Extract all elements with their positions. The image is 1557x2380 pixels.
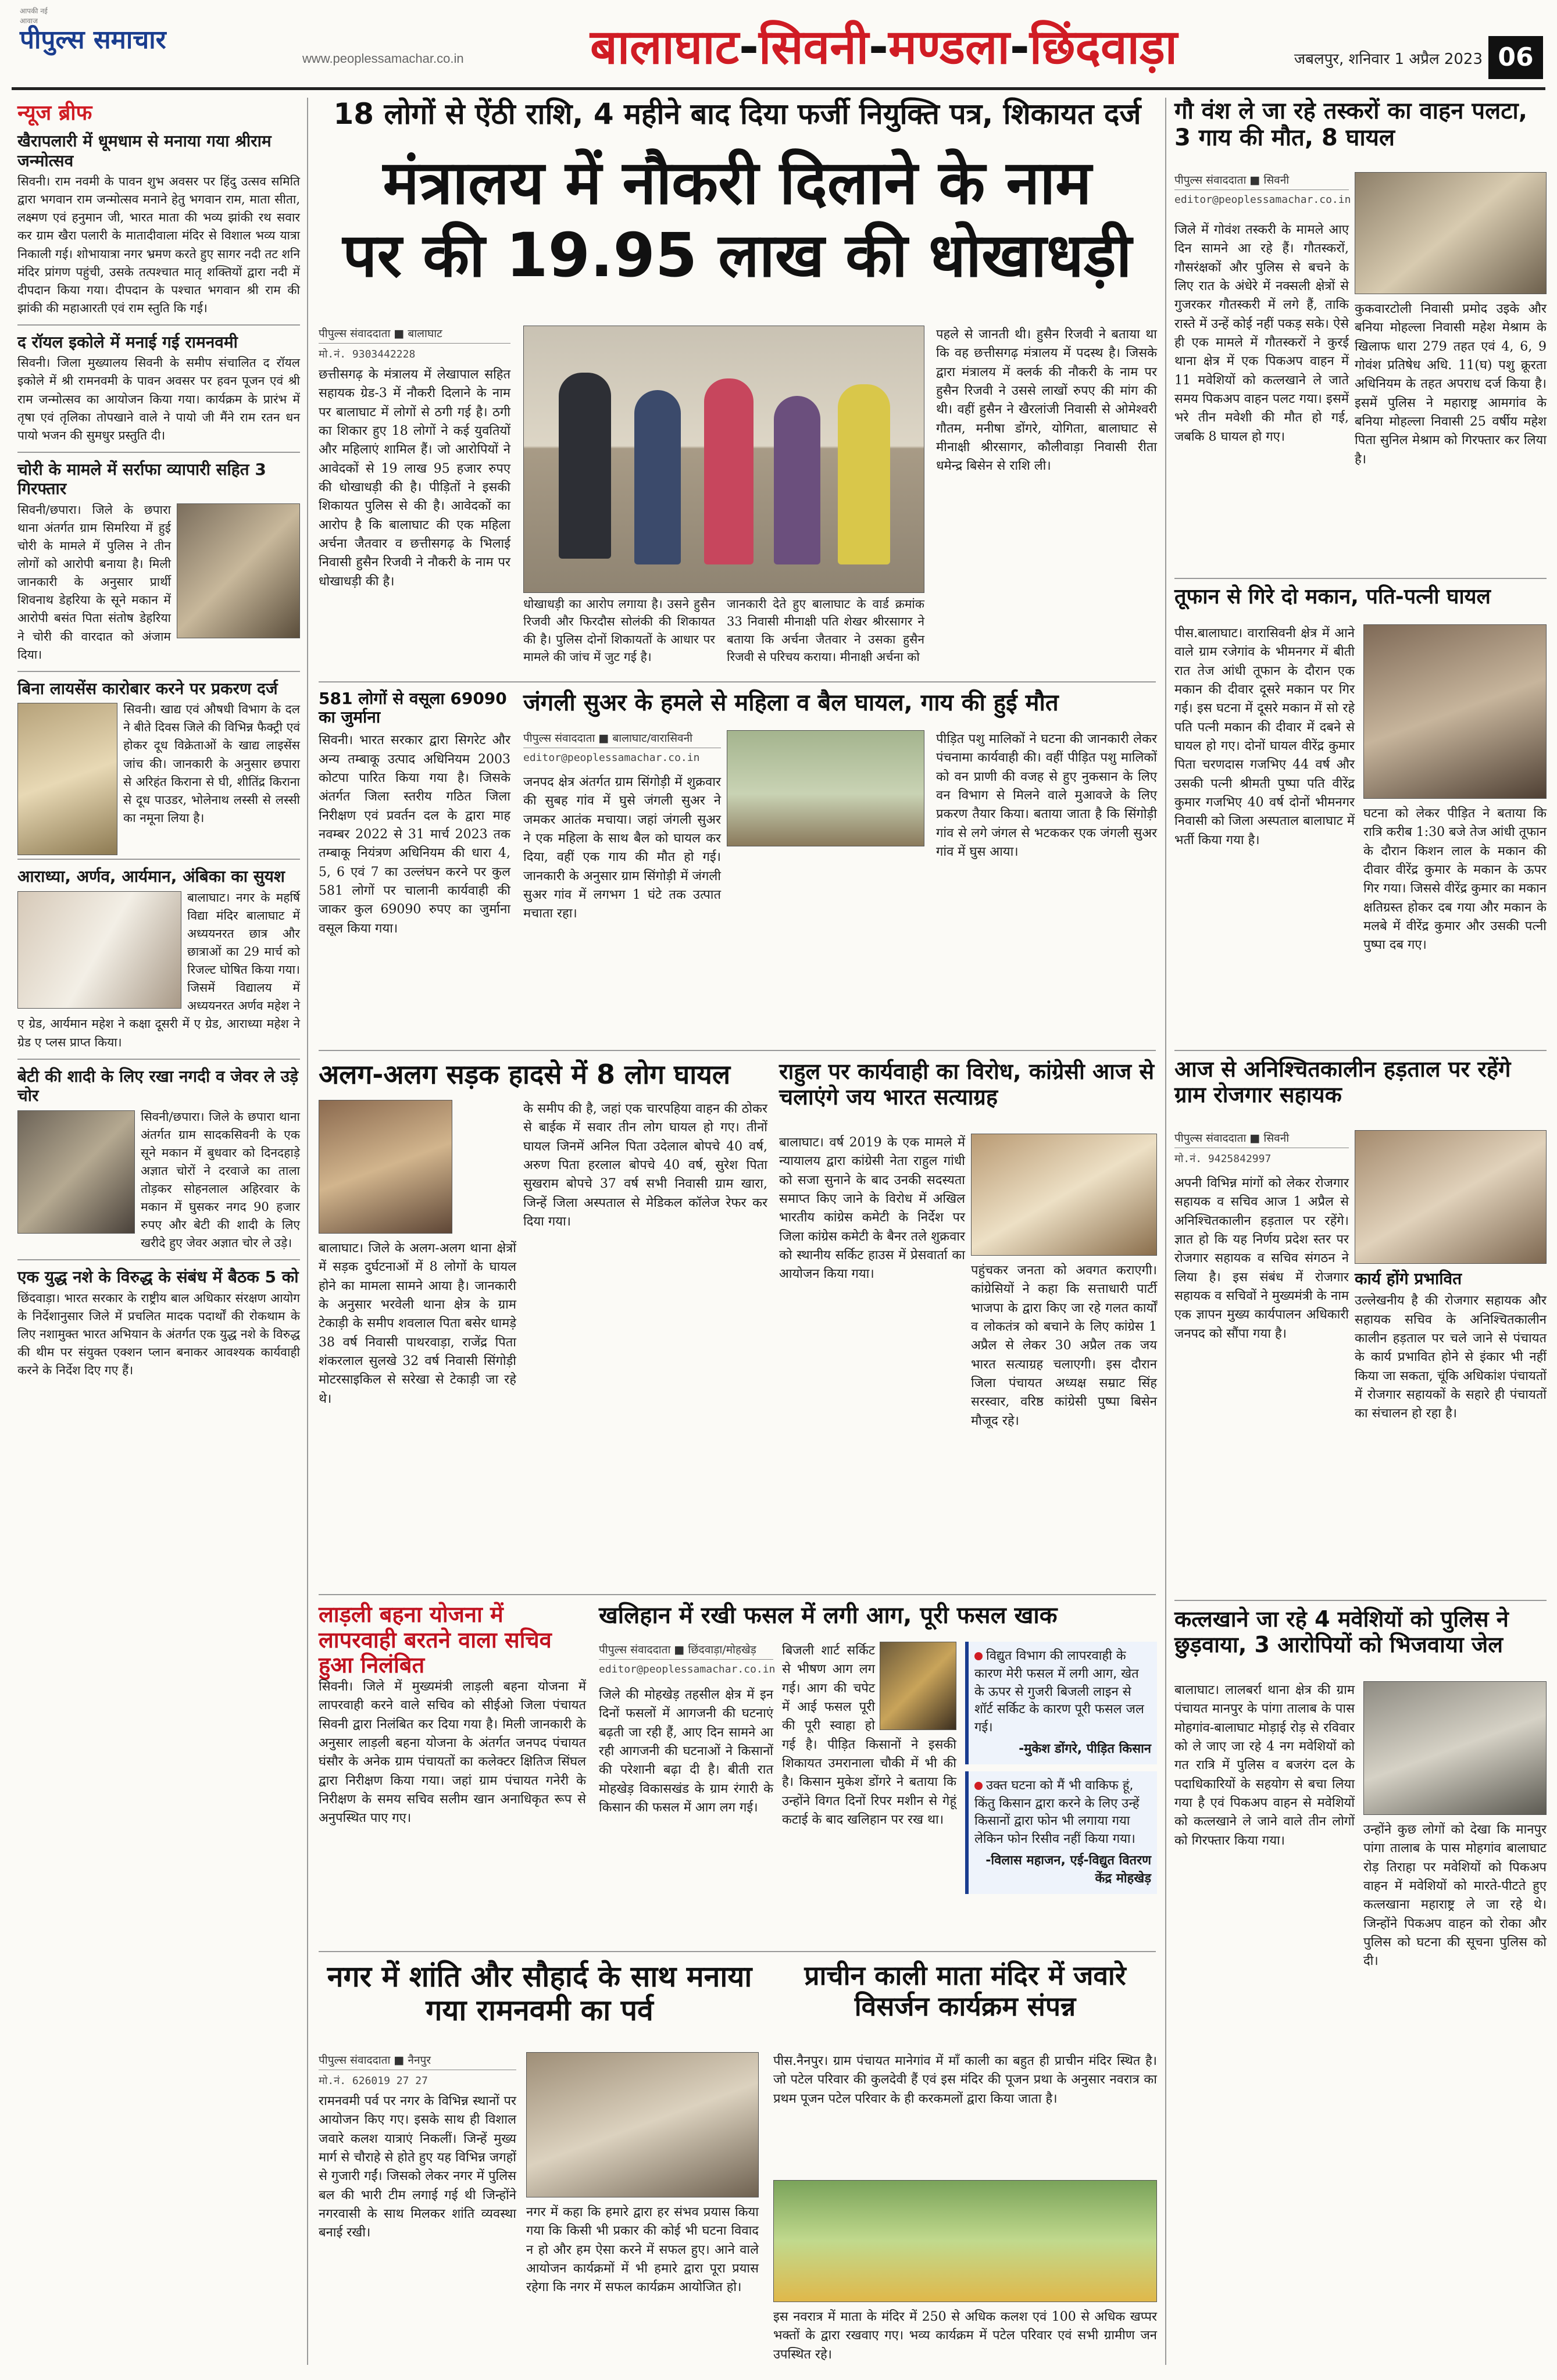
cow-headline[interactable]: गौ वंश ले जा रहे तस्करों का वाहन पलटा, 3 गाय की मौत, 8 घायल	[1174, 98, 1527, 151]
lead-caption-right: जानकारी देते हुए बालाघाट के वार्ड क्रमांक 33 निवासी मीनाक्षी पति शेखर श्रीरसागर ने बताया कि अर्चना जैतवार ने उसका हुसैन रिजवी से परिचय कराया। मीनाक्षी अर्चना को	[727, 597, 924, 664]
brief-title[interactable]: चोरी के मामले में सर्राफा व्यापारी सहित 3 गिरफ्तार	[17, 459, 266, 499]
kali-col-2	[773, 2308, 1157, 2366]
fire-headline[interactable]: खलिहान में रखी फसल में लगी आग, पूरी फसल खाक	[599, 1602, 1058, 1629]
kali-text: इस नवरात्र में माता के मंदिर में 250 से अधिक कलश एवं 100 से अधिक खप्पर भक्तों के द्वारा रखवाए गए। भव्य कार्यक्रम में पटेल परिवार एवं सभी ग्रामीण जन उपस्थित रहे।	[773, 2310, 1157, 2362]
lead-headline-line2[interactable]: पर की 19.95 लाख की धोखाधड़ी	[342, 220, 1132, 291]
strike-byline: पीपुल्स संवाददाता ■ सिवनी	[1174, 1130, 1349, 1148]
strike-col-2	[1355, 1270, 1547, 1595]
lead-text: छत्तीसगढ़ के मंत्रालय में लेखापाल सहित सहायक ग्रेड-3 में नौकरी दिलाने के नाम पर बालाघाट में लोगों से ठगी गई है। ठगी का शिकार हुए 18 लोगों ने कई युवतियों और महिलाएं शामिल हैं। जो आरोपियों ने आवेदकों से 19 लाख 95 हजार रुपए की धोखाधड़ी की है। पीड़ितों ने इसकी शिकायत पुलिस से की है। आवेदकों का आरोप है कि बालाघाट की एक महिला अर्चना जैतवार व छत्तीसगढ़ के भिलाई निवासी हुसैन रिजवी ने नौकरी के नाम पर धोखाधड़ी की है।	[319, 367, 510, 589]
house-photo	[1363, 624, 1547, 799]
seize-headline[interactable]: कत्लखाने जा रहे 4 मवेशियों को पुलिस ने छुड़वाया, 3 आरोपियों को भिजवाया जेल	[1174, 1606, 1509, 1657]
brief-title[interactable]: बेटी की शादी के लिए रखा नगदी व जेवर ले उड़े चोर	[17, 1066, 298, 1106]
seize-col-1	[1174, 1681, 1355, 2361]
fire-email[interactable]: editor@peoplessamachar.co.in	[599, 1663, 776, 1675]
brief-photo-theft	[177, 503, 300, 638]
brief-title[interactable]: आराध्या, अर्णव, आर्यमान, अंबिका का सुयश	[17, 867, 285, 887]
kali-col-1	[773, 2052, 1157, 2174]
news-brief-column	[17, 127, 300, 2365]
lead-text: पहले से जानती थी। हुसैन रिजवी ने बताया था कि वह छत्तीसगढ़ मंत्रालय में पदस्थ है। जिसके द्वारा मंत्रालय में क्लर्क की नौकरी के नाम पर हुसैन रिजवी ने उससे लाखों रुपए की मांग की थी। वहीं हुसैन ने खैरलांजी निवासी से ओमेश्वरी गौतम, मनीषा डोंगरे, योगिता, बालाघाट से मीनाक्षी श्रीरसागर, कौलीवाड़ा निवासी रीता धमेन्द्र बिसेन से राशि ली।	[936, 327, 1157, 474]
brief-photo-food-inspection	[17, 703, 117, 855]
section-divider	[319, 1594, 1156, 1595]
cow-text: कुकवारटोली निवासी प्रमोद उइके और बनिया मोहल्ला निवासी महेश मेश्राम के खिलाफ धारा 279 तहत एवं 4, 6, 9 गोवंश प्रतिषेध अधि. 11(घ) पशु क्रूरता अधिनियम के तहत अपराध दर्ज किया है। इसमें पुलिस ने महाराष्ट्र आमगांव के बनिया मोहल्ला निवासी 25 वर्षीय महेश पिता सुनिल मेश्राम को गिरफ्तार कर लिया है।	[1355, 302, 1547, 467]
rahul-col-2	[971, 1262, 1157, 1587]
boar-email[interactable]: editor@peoplessamachar.co.in	[523, 752, 700, 764]
kali-photo	[773, 2180, 1157, 2302]
news-brief-label: न्यूज ब्रीफ	[17, 101, 92, 125]
strike-mobile: मो.नं. 9425842997	[1174, 1153, 1272, 1165]
fine-headline[interactable]: 581 लोगों से वसूला 69090 का जुर्माना	[319, 689, 507, 727]
boar-text: जनपद क्षेत्र अंतर्गत ग्राम सिंगोड़ी में शुक्रवार की सुबह गांव में घुसे जंगली सुअर ने जमकर आतंक मचाया। जहां जंगली सुअर ने एक महिला के साथ बैल को घायल कर दिया, वहीं एक गाय की मौत हो गई। जानकारी के अनुसार ग्राम सिंगोड़ी में जंगली सुअर गांव में लगभग 1 घंटे तक उत्पात मचाता रहा।	[523, 775, 721, 921]
brief-text: सिवनी/छपारा। जिले के छपारा थाना अंतर्गत ग्राम सिमरिया में हुई चोरी के मामले में पुलिस ने तीन लोगों को आरोपी बनाया है। मिली जानकारी के अनुसार प्रार्थी शिवनाथ डेहरिया के सूने मकान में आरोपी बसंत पिता संतोष डेहरिया ने चोरी की वारदात को अंजाम दिया।	[17, 502, 171, 662]
accident-photo	[319, 1100, 452, 1234]
header-rule	[12, 87, 1545, 90]
fire-quotes	[965, 1642, 1157, 1944]
brief-text: सिवनी। जिला मुख्यालय सिवनी के समीप संचालित द रॉयल इकोले में श्री रामनवमी के पावन अवसर पर हवन पूजन एवं श्री राम जन्मोत्सव का आयोजन किया गया। कार्यक्रम के प्रारंभ में तृषा एवं तृलिका तोपखाने वाले ने पायो जी मैंने राम रतन धन पायो भजन की सुमधुर प्रस्तुति दी।	[17, 356, 300, 442]
cow-email[interactable]: editor@peoplessamachar.co.in	[1174, 194, 1351, 206]
house-text: पीस.बालाघाट। वारासिवनी क्षेत्र में आने वाले ग्राम रजेगांव के भीमनगर में बीती रात तेज आंधी तूफान के दौरान एक मकान की दीवार दूसरे मकान पर गिर गई। इस घटना में दूसरे मकान में सो रहे पति पत्नी मकान की दीवार में दबने से घायल हो गए। दोनों घायल वीरेंद्र कुमार पिता चरणदास गजभिए 44 वर्ष और उसकी पत्नी श्रीमती पुष्पा पति वीरेंद्र कुमार गजभिए 40 वर्ष दोनों भीमनगर निवासी को जिला अस्पताल बालाघाट में भर्ती किया गया है।	[1174, 626, 1355, 848]
fire-byline-box	[599, 1642, 776, 1677]
strike-col-1	[1174, 1174, 1349, 1593]
cow-photo	[1355, 172, 1547, 294]
brief-text: सिवनी। राम नवमी के पावन शुभ अवसर पर हिंदु उत्सव समिति द्वारा भगवान राम जन्मोत्सव मनाने हेतु भगवान राम, माता सीता, लक्ष्मण एवं हनुमान जी, भारत माता की भव्य झांकी रथ सवार कर ग्राम खैरा पलारी के मातादीवाला मंदिर से विशाल भव्य यात्रा निकाली गई। शोभायात्रा नगर भ्रमण करते हुए सागर नदी तट शनि मंदिर प्रांगण पहुंची, उसके तत्पश्चात मातृ शक्तियों द्वारा नदी में दीपदान किया गया। दीपदान के पश्चात भगवान श्री राम की झांकी की महाआरती एवं राम स्तुति कि गई।	[17, 174, 300, 315]
region-balaghat: बालाघाट	[590, 20, 739, 75]
rahul-text: बालाघाट। वर्ष 2019 के एक मामले में न्यायालय द्वारा कांग्रेसी नेता राहुल गांधी को सजा सुनाने के बाद उनकी सदस्यता समाप्त किए जाने के विरोध में अखिल भारतीय कांग्रेस कमेटी के निर्देश पर जिला कांग्रेस कमेटी के बैनर तले शुक्रवार को स्थानीय सर्किट हाउस में प्रेसवार्ता का आयोजन किया गया।	[779, 1135, 965, 1282]
section-divider	[319, 681, 1156, 682]
boar-text: पीड़ित पशु मालिकों ने घटना की जानकारी लेकर पंचनामा कार्यवाही की। वहीं पीड़ित पशु मालिकों को वन प्राणी की वजह से हुए नुकसान के लिए वन विभाग से मिलने वाले मुआवजे के लिए प्रकरण तैयार किया। बताया जाता है कि सिंगोड़ी गांव से लगे जंगल से भटककर एक जंगली सुअर गांव में घुस आया।	[936, 732, 1157, 859]
boar-byline-box	[523, 730, 721, 765]
section-divider	[1174, 1600, 1547, 1601]
lead-col-4	[936, 326, 1157, 674]
brief-title[interactable]: खैरापलारी में धूमधाम से मनाया गया श्रीराम जन्मोत्सव	[17, 131, 272, 170]
brief-title[interactable]: बिना लायसेंस कारोबार करने पर प्रकरण दर्ज	[17, 678, 278, 698]
section-divider	[1174, 578, 1547, 579]
divider	[17, 859, 300, 860]
accident-text: बालाघाट। जिले के अलग-अलग थाना क्षेत्रों में सड़क दुर्घटनाओं में 8 लोगों के घायल होने का मामला सामने आया है। जानकारी के अनुसार भरवेली थाना क्षेत्र के ग्राम टेकाड़ी के समीप शवलाल पिता बसेर धामड़े 38 वर्ष निवासी पाथरवाड़ा, राजेंद्र पिता शंकरलाल सुलखे 32 वर्ष निवासी सिंगोड़ी मोटरसाइकिल से सरेखा से टेकाड़ी जा रहे थे।	[319, 1241, 516, 1406]
lead-photo	[523, 326, 924, 593]
quote-bullet-icon	[974, 1782, 983, 1790]
section-divider	[319, 1050, 1156, 1051]
cow-byline: पीपुल्स संवाददाता ■ सिवनी	[1174, 172, 1349, 190]
column-divider	[1165, 98, 1166, 2365]
cow-byline-box	[1174, 172, 1349, 213]
divider	[17, 324, 300, 326]
ladli-headline[interactable]: लाड़ली बहना योजना में लापरवाही बरतने वाला सचिव हुआ निलंबित	[319, 1602, 552, 1678]
strike-photo	[1355, 1130, 1547, 1264]
house-col-1	[1174, 624, 1355, 1043]
lead-kicker[interactable]: 18 लोगों से ऐंठी राशि, 4 महीने बाद दिया फर्जी नियुक्ति पत्र, शिकायत दर्ज	[333, 97, 1141, 131]
masthead-logo[interactable]: पीपुल्स समाचार	[20, 25, 166, 55]
divider	[17, 1059, 300, 1060]
brief-text: सिवनी। खाद्य एवं औषधी विभाग के दल ने बीते दिवस जिले की विभिन्न फैक्ट्री एवं होकर दूध विक्रेताओं के खाद्य लाइसेंस जांच की। जानकारी के अनुसार छपारा से अरिहंत किराना से घी, शीतिंद्र किराना से दूध पाउडर, भोलेनाथ लस्सी से लस्सी का नमूना लिया है।	[123, 702, 300, 825]
fire-col-2	[782, 1642, 956, 1944]
brief-title[interactable]: द रॉयल इकोले में मनाई गई रामनवमी	[17, 332, 238, 352]
ladli-story	[319, 1678, 586, 1945]
divider	[17, 452, 300, 453]
lead-headline-line1[interactable]: मंत्रालय में नौकरी दिलाने के नाम	[383, 147, 1092, 218]
seize-photo	[1363, 1681, 1547, 1815]
rahul-text: पहुंचकर जनता को अवगत कराएगी। कांग्रेसियों ने कहा कि सत्ताधारी पार्टी भाजपा के द्वारा किए जा रहे गलत कार्यों व लोकतंत्र को बचाने के लिए कांग्रेस 1 अप्रैल से लेकर 30 अप्रैल तक जय भारत सत्याग्रह चलाएगी। इस दौरान जिला पंचायत अध्यक्ष सम्राट सिंह सरस्वार, वरिष्ठ कांग्रेसी पुष्पा बिसेन मौजूद रहे।	[971, 1263, 1157, 1428]
quote-bullet-icon	[974, 1652, 983, 1660]
fire-quote-name: -मुकेश डोंगरे, पीड़ित किसान	[1019, 1741, 1151, 1756]
logo-tagline: आपकी नई आवाज	[20, 7, 48, 25]
seize-col-2	[1363, 1821, 1547, 2361]
brief-text: बालाघाट। नगर के महर्षि विद्या मंदिर बालाघाट में अध्ययनरत छात्र और छात्राओं का 29 मार्च को रिजल्ट घोषित किया गया। जिसमें विद्यालय में अध्ययनरत अर्णव महेश ने ए ग्रेड, आर्यमान महेश ने कक्षा दूसरी में ए ग्रेड, आराध्या महेश ने ग्रेड ए प्लस प्राप्त किया।	[17, 890, 300, 1049]
fine-text: सिवनी। भारत सरकार द्वारा सिगरेट और अन्य तम्बाकू उत्पाद अधिनियम 2003 कोटपा पारित किया गया है। जिसके अंतर्गत जिला स्तरीय गठित जिला निरीक्षण एवं प्रवर्तन दल के द्वारा माह नवम्बर 2022 से 31 मार्च 2023 तक तम्बाकू नियंत्रण अधिनियम की धारा 4, 5, 6 एवं 7 का उल्लंघन करने पर कुल 581 लोगों पर चालानी कार्यवाही की जाकर कुल 69090 रुपए का जुर्माना वसूल किया गया।	[319, 733, 510, 936]
fire-text: बिजली शार्ट सर्किट से भीषण आग लग गई। आग की चपेट में आई फसल पूरी की पूरी स्वाहा हो गई है। पीड़ित किसानों ने इसकी शिकायत उमरानाला चौकी में भी की है। किसान मुकेश डोंगरे ने बताया कि उन्होंने विगत दिनों रिपर मशीन से गेहूं कटाई के बाद खलिहान पर रख था।	[782, 1643, 956, 1827]
strike-headline[interactable]: आज से अनिश्चितकालीन हड़ताल पर रहेंगे ग्राम रोजगार सहायक	[1174, 1056, 1511, 1107]
boar-byline: पीपुल्स संवाददाता ■ बालाघाट/वारासिवनी	[523, 730, 721, 748]
strike-subhead: कार्य होंगे प्रभावित	[1355, 1269, 1462, 1288]
rahul-headline[interactable]: राहुल पर कार्यवाही का विरोध, कांग्रेसी आज से चलाएंगे जय भारत सत्याग्रह	[779, 1059, 1155, 1110]
region-chhindwara: छिंदवाड़ा	[1029, 20, 1177, 75]
fire-quote-farmer	[965, 1642, 1157, 1764]
section-divider	[1174, 1050, 1547, 1051]
cow-col-2	[1355, 300, 1547, 573]
divider	[17, 1259, 300, 1260]
fire-quote-name: -विलास महाजन, एई-विद्युत वितरण केंद्र मोहखेड़	[985, 1853, 1151, 1886]
accident-col-2	[523, 1100, 767, 1588]
ramnavami-byline: पीपुल्स संवाददाता ■ नैनपुर	[319, 2052, 516, 2070]
website-url[interactable]: www.peoplessamachar.co.in	[302, 51, 464, 66]
brief-text: सिवनी/छपारा। जिले के छपारा थाना अंतर्गत ग्राम सादकसिवनी के एक सूने मकान में बुधवार को दिनदहाड़े अज्ञात चोरों ने दरवाजे का ताला तोड़कर सोहनलाल अहिरवार के मकान में घुसकर नगद 90 हजार रुपए और बेटी की शादी के लिए खरीदे हुए जेवर अज्ञात चोर ले उड़े।	[141, 1109, 300, 1250]
ramnavami-photo	[526, 2052, 759, 2197]
boar-photo	[727, 730, 924, 846]
accident-col-1	[319, 1239, 516, 1588]
house-text: घटना को लेकर पीड़ित ने बताया कि रात्रि करीब 1:30 बजे तेज आंधी तूफान के दौरान किशन लाल के मकान की दीवार वीरेंद्र कुमार के मकान के ऊपर गिर गया। जिससे वीरेंद्र कुमार का मकान क्षतिग्रस्त होकर दब गया और मकान के मलबे में वीरेंद्र कुमार और उसकी पत्नी पुष्पा दब गए।	[1363, 806, 1547, 953]
accident-text: के समीप की है, जहां एक चारपहिया वाहन की ठोकर से बाईक में सवार तीन लोग घायल हो गए। तीनों घायल जिनमें अनिल पिता उदेलाल बोपचे 40 वर्ष, अरुण पिता हरलाल बोपचे 40 वर्ष, सुरेश पिता सुखराम बोपचे 37 वर्ष सभी निवासी ग्राम खारा, जिन्हें जिला अस्पताल से मेडिकल कॉलेज रेफर कर दिया गया।	[523, 1102, 767, 1229]
lead-caption-left: धोखाधड़ी का आरोप लगाया है। उसने हुसैन रिजवी और फिरदौस सोलंकी की शिकायत की है। पुलिस दोनों शिकायतों के आधार पर मामले की जांच में जुट गई है।	[523, 597, 715, 664]
rahul-photo	[971, 1134, 1157, 1256]
boar-col-3	[936, 730, 1157, 1044]
brief-photo-students	[17, 891, 181, 1009]
divider	[17, 671, 300, 672]
brief-photo-burglary	[17, 1110, 135, 1234]
ramnavami-mobile: मो.नं. 626019 27 27	[319, 2075, 428, 2087]
house-headline[interactable]: तूफान से गिरे दो मकान, पति-पत्नी घायल	[1174, 585, 1491, 609]
fire-col-1	[599, 1686, 773, 1942]
ramnavami-headline[interactable]: नगर में शांति और सौहार्द के साथ मनाया गया रामनवमी का पर्व	[327, 1960, 752, 2027]
fire-quote-text: विद्युत विभाग की लापरवाही के कारण मेरी फसल में लगी आग, खेत के ऊपर से गुजरी बिजली लाइन से शॉर्ट सर्किट के कारण पूरी फसल जल गई।	[974, 1649, 1144, 1735]
page-number: 06	[1488, 36, 1543, 79]
ramnavami-col-2	[526, 2203, 759, 2360]
boar-col-1	[523, 773, 721, 1041]
house-col-2	[1363, 805, 1547, 1043]
region-seoni: सिवनी	[758, 20, 869, 75]
ramnavami-text: नगर में कहा कि हमारे द्वारा हर संभव प्रयास किया गया कि किसी भी प्रकार की कोई भी घटना विवाद न हो और हम ऐसा करने में सफल हुए। आने वाले आयोजन कार्यक्रमों में भी हमारे द्वारा पूरा प्रयास रहेगा कि नगर में सफल कार्यक्रम आयोजित हो।	[526, 2205, 759, 2295]
rahul-col-1	[779, 1134, 965, 1587]
fine-story	[319, 689, 510, 1044]
cow-col-1	[1174, 221, 1349, 570]
fire-byline: पीपुल्स संवाददाता ■ छिंदवाड़ा/मोहखेड़	[599, 1642, 773, 1660]
boar-headline[interactable]: जंगली सुअर के हमले से महिला व बैल घायल, गाय की हुई मौत	[523, 689, 1059, 716]
ramnavami-text: रामनवमी पर्व पर नगर के विभिन्न स्थानों पर आयोजन किए गए। इसके साथ ही विशाल जवारे कलश यात्राएं निकलीं। जिन्हें मुख्य मार्ग से चौराहे से होते हुए यह विभिन्न जगहों से गुजारी गईं। जिसको लेकर नगर में पुलिस बल की भारी टीम लगाई गई थी जिन्होंने नगरवासी के साथ मिलकर शांति व्यवस्था बनाई रखी।	[319, 2094, 516, 2240]
brief-text: छिंदवाड़ा। भारत सरकार के राष्ट्रीय बाल अधिकार संरक्षण आयोग के निर्देशानुसार जिले में प्रचलित मादक पदार्थों की रोकथाम के लिए नशामुक्त भारत अभियान के अंतर्गत एक युद्ध नशे के विरुद्ध की थीम पर संयुक्त एक्शन प्लान बनाकर आवश्यक कार्यवाही करने के निर्देश दिए गए हैं।	[17, 1291, 300, 1378]
accident-headline[interactable]: अलग-अलग सड़क हादसे में 8 लोग घायल	[319, 1059, 731, 1090]
region-mandla: मण्डला	[888, 20, 1010, 75]
issue-date: जबलपुर, शनिवार 1 अप्रैल 2023	[1294, 51, 1483, 68]
section-divider	[319, 1951, 1156, 1952]
strike-text: अपनी विभिन्न मांगों को लेकर रोजगार सहायक व सचिव आज 1 अप्रैल से अनिश्चितकालीन हड़ताल पर रहेंगे। ज्ञात हो कि यह निर्णय प्रदेश स्तर पर रोजगार सहायक व सचिव संगठन ने लिया है। इस संबंध में रोजगार सहायक व सचिवों ने मुख्यमंत्री के नाम एक ज्ञापन मुख्य कार्यपालन अधिकारी जनपद को सौंपा गया है।	[1174, 1176, 1349, 1341]
ladli-text: सिवनी। जिले में मुख्यमंत्री लाड़ली बहना योजना में लापरवाही करने वाले सचिव को सीईओ जिला पंचायत सिवनी द्वारा निलंबित कर दिया गया है। मिली जानकारी के अनुसार लाड़ली बहना योजना के अंतर्गत जनपद पंचायत घंसौर के अनेक ग्राम पंचायतों का कलेक्टर क्षितिज सिंघल द्वारा निरीक्षण किया गया। जहां ग्राम पंचायत गनेरी के निरीक्षण के समय सचिव सलीम खान अनाधिकृत रूप से अनुपस्थित पाए गए।	[319, 1679, 586, 1826]
seize-text: बालाघाट। लालबर्रा थाना क्षेत्र की ग्राम पंचायत मानपुर के पांगा तालाब के पास मोहगांव-बालाघाट मोड़ाई रोड़ से रविवार को ले जाए जा रहे 4 नग मवेशियों को गत रात्रि में पुलिस व बजरंग दल के पदाधिकारियों के सहयोग से बचा लिया गया है एवं पिकअप वाहन से मवेशियों को कत्लखाने ले जाने वाले तीन लोगों को गिरफ्तार किया गया।	[1174, 1683, 1355, 1848]
fire-text: जिले की मोहखेड़ तहसील क्षेत्र में इन दिनों फसलों में आगजनी की घटनाएं बढ़ती जा रही हैं, आए दिन सामने आ रही आगजनी की घटनाओं ने किसानों की परेशानी बढ़ा दी है। बीती रात मोहखेड़ विकासखंड के ग्राम रंगारी के किसान की फसल में आग लग गई।	[599, 1688, 773, 1815]
fire-quote-official	[965, 1771, 1157, 1894]
column-divider	[307, 98, 308, 2365]
fire-photo	[880, 1642, 956, 1730]
fire-quote-text: उक्त घटना को मैं भी वाकिफ हूं, किंतु किसान द्वारा करने के लिए उन्हें किसानों द्वारा फोन भी लगाया गया लेकिन फोन रिसीव नहीं किया गया।	[974, 1778, 1140, 1847]
lead-mobile: मो.नं. 9303442228	[319, 348, 416, 360]
lead-byline: पीपुल्स संवाददाता ■ बालाघाट	[319, 326, 510, 344]
seize-text: उन्होंने कुछ लोगों को देखा कि मानपुर पांगा तालाब के पास मोहगांव बालाघाट रोड़ तिराहा पर मवेशियों को पिकअप वाहन में मवेशियों को मारते-पीटते हुए कत्लखाना महाराष्ट्र ले जा रहे थे। जिन्होंने पिकअप वाहन को रोका और पुलिस को घटना की सूचना पुलिस को दी।	[1363, 1822, 1547, 1969]
brief-title[interactable]: एक युद्ध नशे के विरुद्ध के संबंध में बैठक 5 को	[17, 1267, 299, 1287]
kali-headline[interactable]: प्राचीन काली माता मंदिर में जवारे विसर्जन कार्यक्रम संपन्न	[804, 1960, 1126, 2022]
kali-text: पीस.नैनपुर। ग्राम पंचायत मानेगांव में माँ काली का बहुत ही प्राचीन मंदिर स्थित है। जो पटेल परिवार की कुलदेवी हैं एवं इस मंदिर की पूजन प्रथा के अनुसार नवरात्र का प्रथम पूजन पटेल परिवार के ही करकमलों द्वारा किया जाता है।	[773, 2054, 1157, 2106]
strike-byline-box	[1174, 1130, 1349, 1165]
page-region-title: बालाघाट-सिवनी-मण्डला-छिंदवाड़ा	[590, 20, 1177, 75]
cow-text: जिले में गोवंश तस्करी के मामले आए दिन सामने आ रहे हैं। गौतस्करों, गौसरंक्षकों और पुलिस से बचने के लिए रात के अंधेरे में नक्सली क्षेत्रों से गुजरकर गौतस्करी में लगे हैं, ताकि रास्ते में उन्हें कोई नहीं पकड़ सके। ऐसे ही एक मामले में गौतस्करों ने कुरई थाना क्षेत्र में एक पिकअप वाहन में 11 मवेशियों को कत्लखाने ले जाते समय पिकअप वाहन पलट गया। इसमें भरे तीन मवेशी की मौत हो गई, जबकि 8 घायल हो गए।	[1174, 223, 1349, 444]
ramnavami-col-1	[319, 2052, 516, 2360]
strike-text: उल्लेखनीय है की रोजगार सहायक और सहायक सचिव के अनिश्चितकालीन कालीन हड़ताल पर चले जाने से पंचायत के कार्य प्रभावित होने से इंकार भी नहीं किया जा सकता, चूंकि अधिकांश पंचायतों में रोजगार सहायकों के सहारे ही पंचायतों का संचालन हो रहा है।	[1355, 1293, 1547, 1421]
